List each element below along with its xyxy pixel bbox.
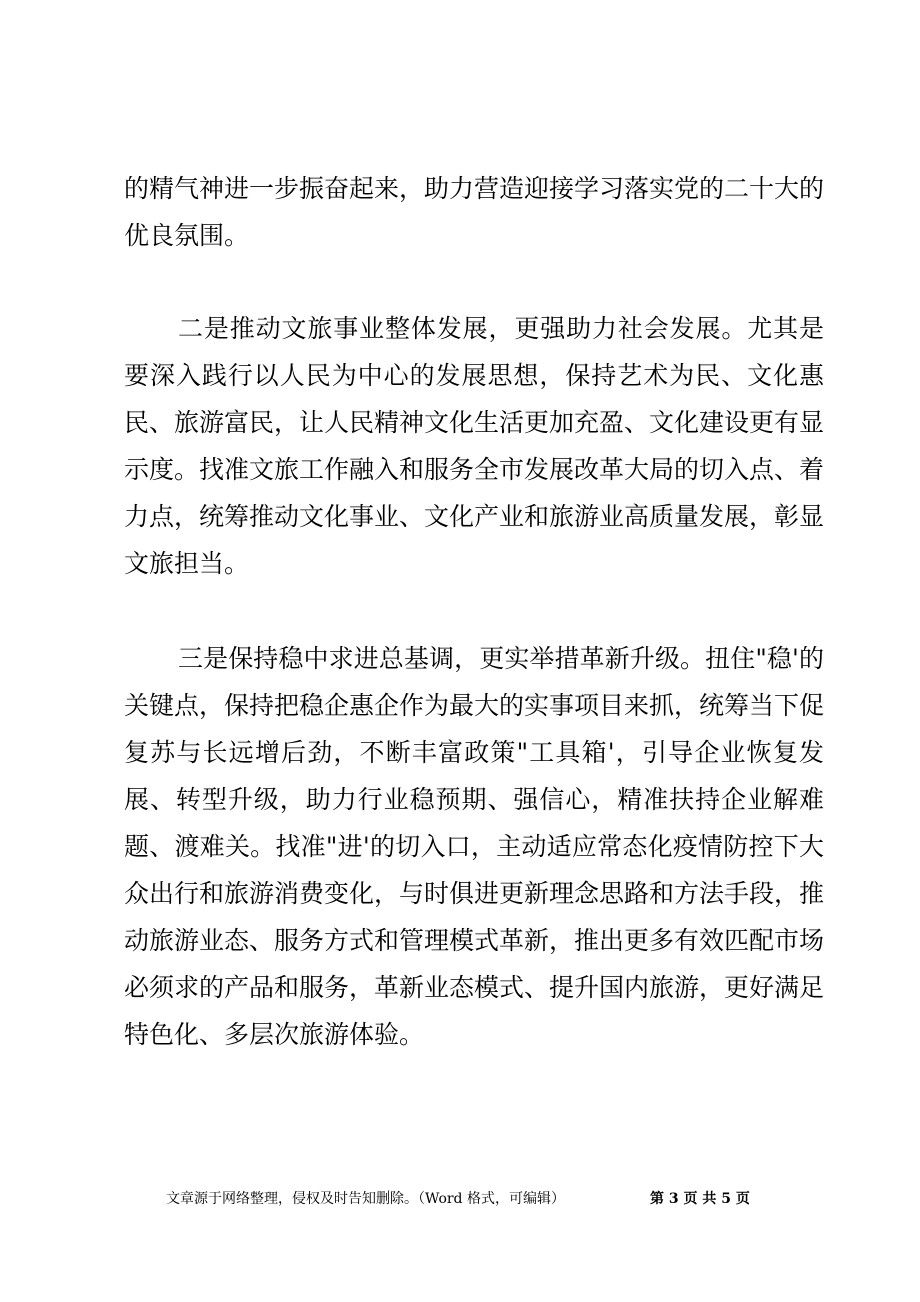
page-number: 第 3 页 共 5 页 bbox=[650, 1191, 750, 1207]
body-paragraph bbox=[124, 305, 824, 587]
footer-source-note: 文章源于网络整理，侵权及时告知删除。（Word 格式，可编辑） bbox=[166, 1191, 565, 1207]
body-paragraph bbox=[124, 635, 824, 1058]
paragraph-text: 三是保持稳中求进总基调，更实举措革新升级。扭住"稳'的关键点，保持把稳企惠企作为最大的实事项目来抓，统筹当下促复苏与长远增后劲，不断丰富政策"工具箱'，引导企业恢复发展、转型升级，助力行业稳预期、强信心，精准扶持企业解难题、渡难关。找准"进'的切入口，主动适应常态化疫情防控下大众出行和旅游消费变化，与时俱进更新理念思路和方法手段，推动旅游业态、服务方式和管理模式革新，推出更多有效匹配市场必须求的产品和服务，革新业态模式、提升国内旅游，更好满足特色化、多层次旅游体验。 bbox=[124, 644, 825, 1049]
paragraph-text: 二是推动文旅事业整体发展，更强助力社会发展。尤其是要深入践行以人民为中心的发展思想，保持艺术为民、文化惠民、旅游富民，让人民精神文化生活更加充盈、文化建设更有显示度。找准文旅工作融入和服务全市发展改革大局的切入点、着力点，统筹推动文化事业、文化产业和旅游业高质量发展，彰显文旅担当。 bbox=[124, 314, 825, 578]
paragraph-text: 的精气神进一步振奋起来，助力营造迎接学习落实党的二十大的优良氛围。 bbox=[124, 174, 825, 250]
body-paragraph bbox=[124, 165, 824, 259]
